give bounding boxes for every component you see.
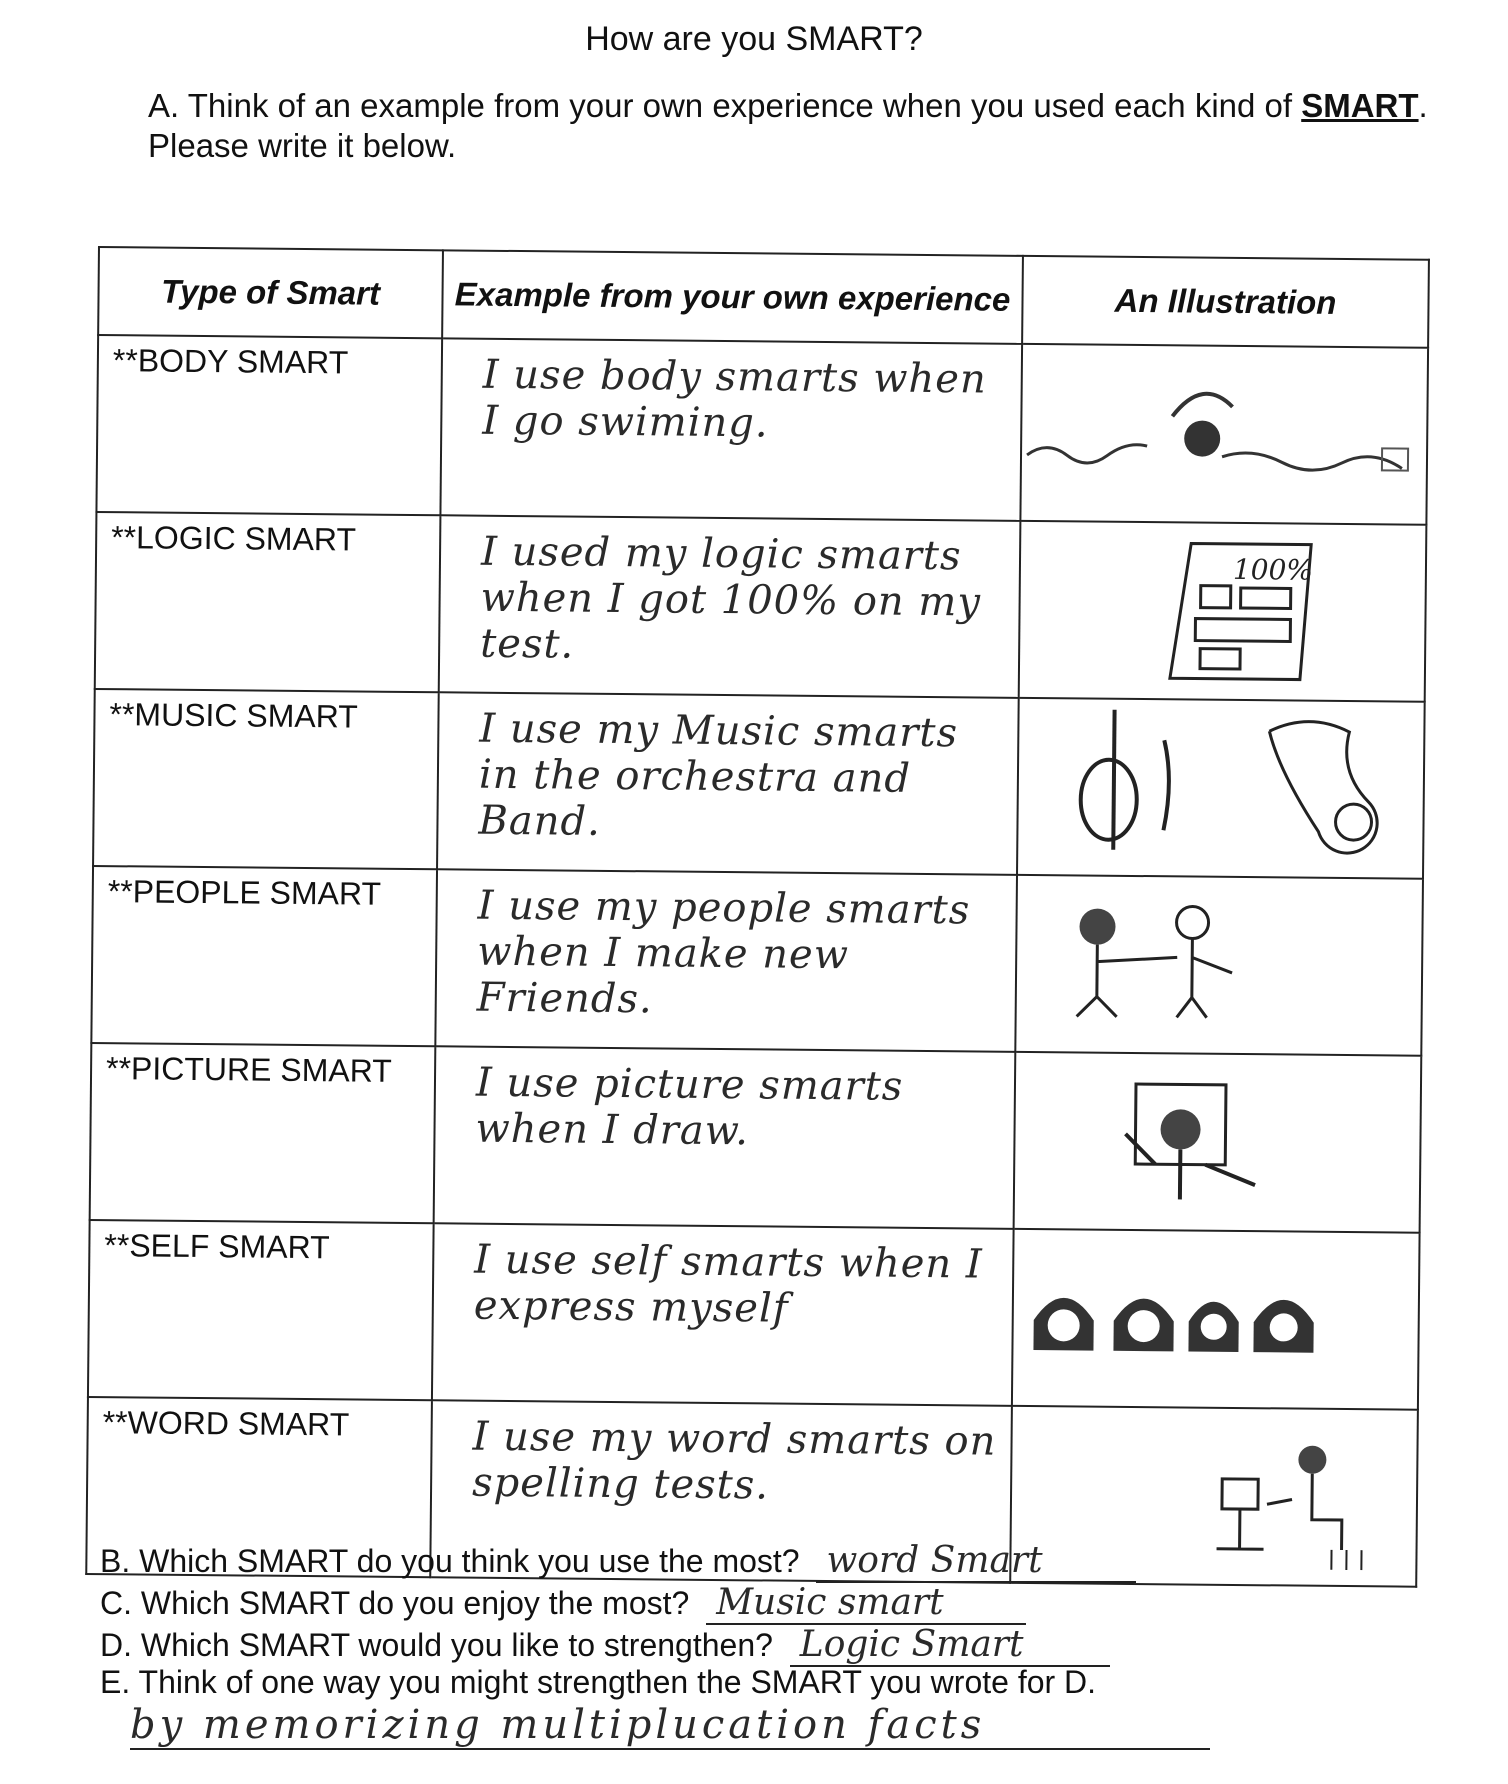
question-b-label: B. Which SMART do you think you use the most? <box>100 1543 800 1579</box>
row-type: **SELF SMART <box>88 1220 434 1400</box>
row-type: **BODY SMART <box>96 335 442 515</box>
instructions-prefix: A. Think of an example from your own experience when you used each kind of <box>148 87 1293 124</box>
question-d <box>100 1624 1110 1667</box>
question-d-answer[interactable]: Logic Smart <box>790 1624 1110 1667</box>
question-b <box>100 1540 1136 1583</box>
header-type: Type of Smart <box>98 247 443 338</box>
row-example: I used my logic smarts when I got 100% on my test. <box>439 515 1021 698</box>
test-paper-drawing <box>1019 521 1427 702</box>
header-example: Example from your own experience <box>442 250 1023 344</box>
question-c-label: C. Which SMART do you enjoy the most? <box>100 1585 690 1621</box>
row-type: **WORD SMART <box>86 1397 432 1577</box>
test-score-text: 100% <box>1232 552 1314 587</box>
page-title: How are you SMART? <box>585 20 923 58</box>
question-e-label: E. Think of one way you might strengthen the SMART you wrote for D. <box>100 1664 1097 1700</box>
instruments-drawing <box>1017 698 1425 879</box>
faces-drawing <box>1012 1229 1420 1410</box>
question-e <box>100 1664 1096 1701</box>
row-example: I use my Music smarts in the orchestra and Band. <box>437 692 1019 875</box>
question-c <box>100 1582 1026 1625</box>
row-type: **PEOPLE SMART <box>91 866 437 1046</box>
question-e-answer[interactable]: by memorizing multiplucation facts <box>130 1702 1210 1750</box>
instructions <box>148 86 1448 166</box>
table-row <box>88 1220 1420 1410</box>
row-example: I use picture smarts when I draw. <box>434 1046 1016 1229</box>
table-row <box>91 866 1423 1056</box>
instructions-bold-word: SMART <box>1301 87 1419 124</box>
friends-drawing <box>1015 875 1423 1056</box>
question-b-answer[interactable]: word Smart <box>816 1540 1136 1583</box>
row-type: **LOGIC SMART <box>95 512 441 692</box>
question-d-label: D. Which SMART would you like to strengthen? <box>100 1627 773 1663</box>
row-example: I use body smarts when I go swiming. <box>440 338 1022 521</box>
table-row <box>95 512 1427 702</box>
header-illustration: An Illustration <box>1022 256 1429 348</box>
artist-drawing <box>1014 1052 1422 1233</box>
instructions-suffix: . Please write it below. <box>148 87 1428 164</box>
smart-table <box>85 246 1430 1588</box>
swimmer-drawing <box>1020 344 1428 525</box>
table-row <box>93 689 1425 879</box>
table-row <box>90 1043 1422 1233</box>
row-example: I use my word smarts on spelling tests. <box>430 1400 1012 1583</box>
question-c-answer[interactable]: Music smart <box>706 1582 1026 1625</box>
row-type: **PICTURE SMART <box>90 1043 436 1223</box>
table-row <box>96 335 1428 525</box>
row-example: I use my people smarts when I make new Friends. <box>435 869 1017 1052</box>
table-header-row <box>98 247 1429 348</box>
row-type: **MUSIC SMART <box>93 689 439 869</box>
row-example: I use self smarts when I express myself <box>432 1223 1014 1406</box>
